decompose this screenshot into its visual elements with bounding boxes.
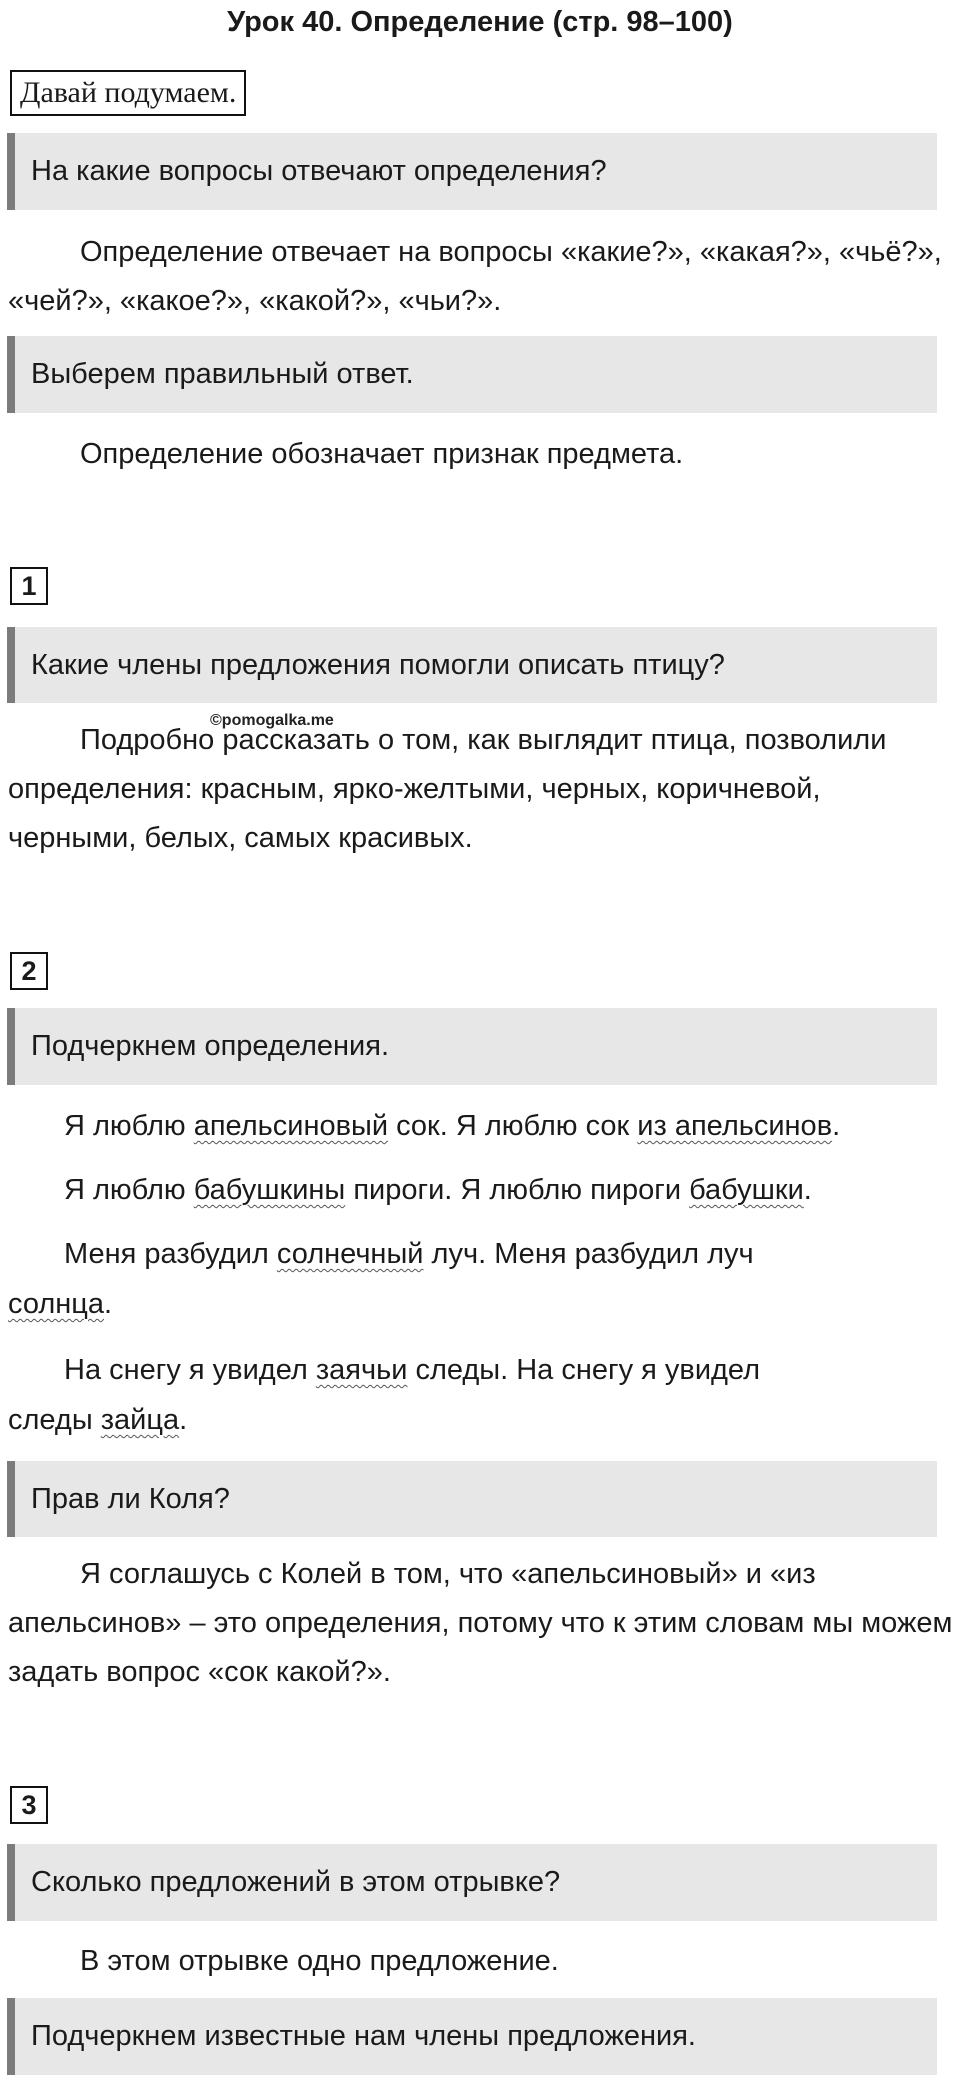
- sentence-4: [64, 1350, 760, 1390]
- underlined-attribute: бабушки: [689, 1174, 804, 1206]
- sentence-4-cont: [8, 1400, 187, 1440]
- sentence-3-cont: [8, 1284, 112, 1324]
- boxed-label: Давай подумаем.: [10, 70, 246, 116]
- answer-paragraph: Подробно рассказать о том, как выглядит птица, позволили определения: красным, ярко-желтыми, черных, коричневой, черными, белых, самых красивых.: [8, 724, 887, 854]
- text: следы: [8, 1404, 101, 1436]
- task-number-3: 3: [10, 1786, 48, 1824]
- question-bar: Сколько предложений в этом отрывке?: [7, 1844, 937, 1921]
- answer-paragraph: В этом отрывке одно предложение.: [80, 1945, 559, 1977]
- text: Я люблю: [64, 1110, 194, 1142]
- underlined-attribute: солнечный: [276, 1238, 424, 1270]
- question-bar: Выберем правильный ответ.: [7, 336, 937, 413]
- answer-paragraph: Определение отвечает на вопросы «какие?», «какая?», «чьё?», «чей?», «какое?», «какой?», «чьи?».: [8, 236, 942, 317]
- question-bar: На какие вопросы отвечают определения?: [7, 133, 937, 210]
- underlined-attribute: апельсиновый: [193, 1110, 389, 1142]
- instruction-bar: Подчеркнем известные нам члены предложения.: [7, 1998, 937, 2075]
- text: Я люблю: [64, 1174, 194, 1206]
- sentence-3: [64, 1234, 754, 1274]
- task-number-1: 1: [10, 567, 48, 605]
- text: На снегу я увидел: [64, 1354, 316, 1386]
- answer-paragraph: Я соглашусь с Колей в том, что «апельсиновый» и «из апельсинов» – это определения, потому что к этим словам мы можем задать вопрос «сок какой?».: [8, 1558, 953, 1688]
- text: .: [104, 1288, 113, 1320]
- text: следы. На снегу я увидел: [407, 1354, 761, 1386]
- text: сок. Я люблю сок: [388, 1110, 638, 1142]
- task-number-2: 2: [10, 952, 48, 990]
- answer-paragraph: Определение обозначает признак предмета.: [80, 438, 684, 470]
- text: .: [179, 1404, 188, 1436]
- underlined-attribute: зайца: [100, 1404, 180, 1436]
- underlined-attribute: из апельсинов: [637, 1110, 833, 1142]
- text: пироги. Я люблю пироги: [345, 1174, 690, 1206]
- question-bar: Какие члены предложения помогли описать птицу?: [7, 627, 937, 703]
- sentence-1: [64, 1106, 840, 1146]
- page-title: Урок 40. Определение (стр. 98–100): [227, 6, 733, 38]
- watermark: ©pomogalka.me: [210, 712, 334, 729]
- sentence-2: [64, 1170, 812, 1210]
- question-bar: Прав ли Коля?: [7, 1461, 937, 1537]
- text: Меня разбудил: [64, 1238, 277, 1270]
- text: луч. Меня разбудил луч: [423, 1238, 754, 1270]
- instruction-bar: Подчеркнем определения.: [7, 1008, 937, 1085]
- text: .: [803, 1174, 812, 1206]
- underlined-attribute: солнца: [8, 1288, 104, 1320]
- underlined-attribute: заячьи: [315, 1354, 408, 1386]
- text: .: [832, 1110, 841, 1142]
- underlined-attribute: бабушкины: [193, 1174, 346, 1206]
